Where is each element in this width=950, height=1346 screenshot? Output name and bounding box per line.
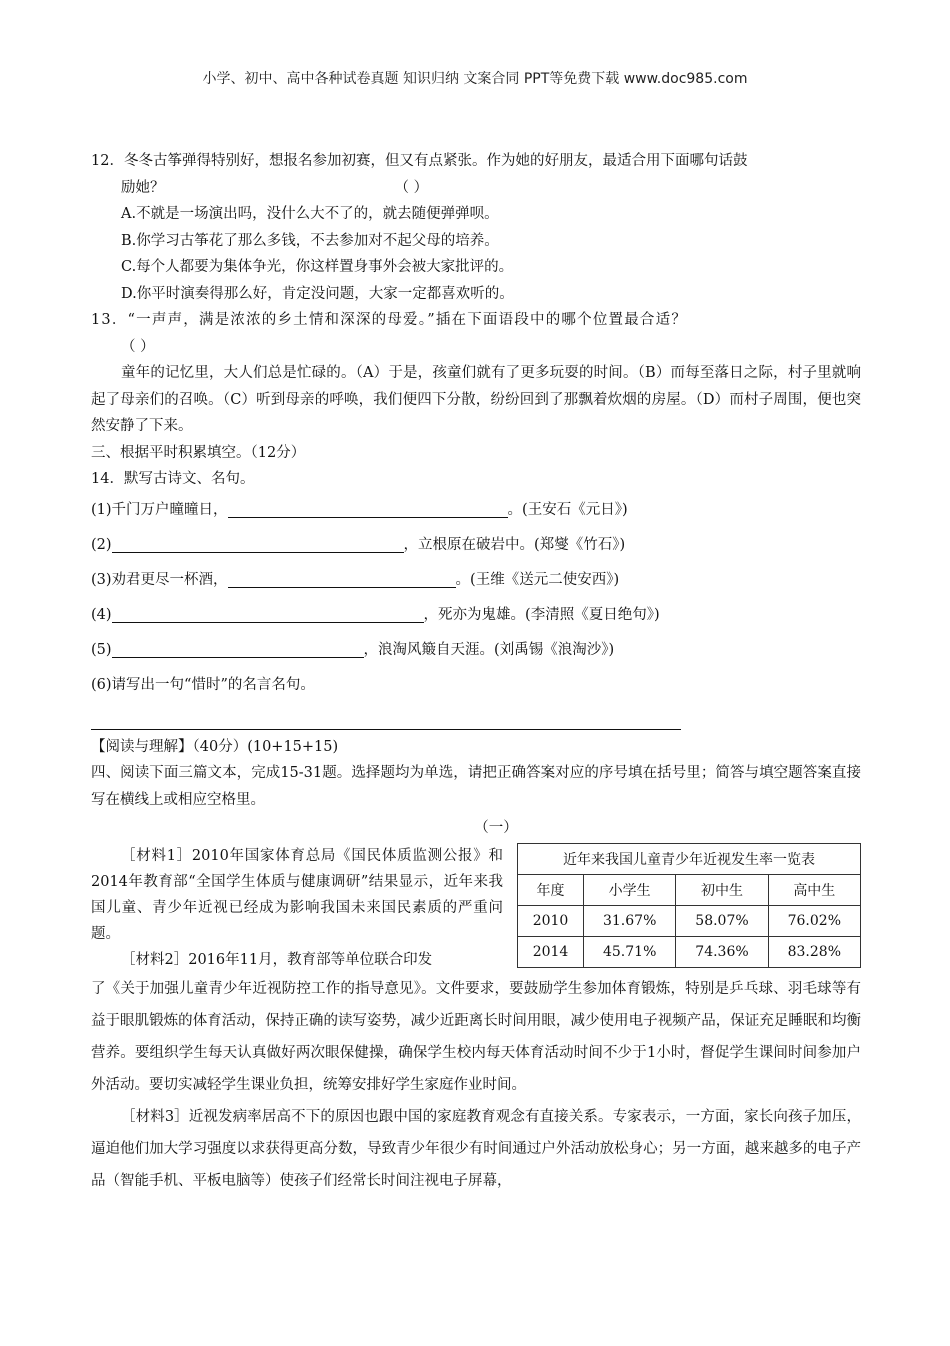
q14-item-1-prefix: (1)千门万户曈曈日， (91, 501, 228, 518)
q14-item-3-prefix: (3)劝君更尽一杯酒， (91, 571, 228, 588)
section-3-title: 三、根据平时积累填空。（12分） (91, 444, 306, 461)
table-header: 高中生 (768, 875, 860, 906)
reading-instructions: 四、阅读下面三篇文本，完成15-31题。选择题均为单选，请把正确答案对应的序号填在括号里；简答与填空题答案直接写在横线上或相应空格里。 (91, 765, 861, 808)
q14-item-5-suffix: ，浪淘风簸自天涯。(刘禹锡《浪淘沙》) (363, 641, 615, 658)
q12-option-c: C.每个人都要为集体争光，你这样置身事外会被大家批评的。 (121, 259, 514, 275)
question-14 (91, 466, 861, 730)
table-header-row (518, 875, 861, 906)
table-cell: 2010 (518, 906, 584, 937)
q14-item-5-prefix: (5) (91, 641, 112, 658)
q14-item-2 (91, 528, 861, 563)
q13-passage: 童年的记忆里，大人们总是忙碌的。（A）于是，孩童们就有了更多玩耍的时间。（B）而每至落日之际，村子里就响起了母亲们的召唤。（C）听到母亲的呼唤，我们便四下分散，纷纷回到了那飘着炊烟的房屋。（D）而村子周围，便也突然安静了下来。 (91, 365, 861, 434)
q14-item-5-blank[interactable] (112, 639, 364, 658)
q12-option-d: D.你平时演奏得那么好，肯定没问题，大家一定都喜欢听的。 (121, 285, 514, 302)
q12-stem-line2 (91, 175, 861, 202)
q14-item-2-blank[interactable] (112, 534, 404, 553)
q14-item-4-blank[interactable] (112, 604, 424, 623)
q12-option-a: A.不就是一场演出吗，没什么大不了的，就去随便弹弹呗。 (121, 206, 499, 222)
question-13 (91, 307, 861, 440)
table-cell: 58.07% (676, 906, 768, 937)
q12-stem-line1: 12．冬冬古筝弹得特别好，想报名参加初赛，但又有点紧张。作为她的好朋友，最适合用下面哪句话鼓 (91, 153, 748, 169)
table-cell: 45.71% (584, 937, 676, 968)
q13-stem: 13．“一声声，满是浓浓的乡土情和深深的母爱。”插在下面语段中的哪个位置最合适？ (91, 312, 688, 328)
q14-item-4-prefix: (4) (91, 606, 112, 623)
reading-part-one: （一） (474, 820, 518, 836)
q14-item-6: (6)请写出一句“惜时”的名言名句。 (91, 676, 315, 693)
q14-item-3-blank[interactable] (228, 569, 456, 588)
q14-item-6-answer-line[interactable] (91, 703, 681, 730)
q14-title: 14．默写古诗文、名句。 (91, 471, 255, 487)
table-header: 小学生 (584, 875, 676, 906)
exam-content (91, 148, 861, 1197)
table-title-row (518, 844, 861, 875)
table-cell: 76.02% (768, 906, 860, 937)
reading-title: 【阅读与理解】（40分）(10+15+15) (91, 738, 339, 755)
table-header: 年度 (518, 875, 584, 906)
material-2-body: 了《关于加强儿童青少年近视防控工作的指导意见》。文件要求，要鼓励学生参加体育锻炼，特别是乒乓球、羽毛球等有益于眼肌锻炼的体育活动，保持正确的读写姿势，减少近距离长时间用眼，减少使用电子视频产品，保证充足睡眠和均衡营养。要组织学生每天认真做好两次眼保健操，确保学生校内每天体育活动时间不少于1小时，督促学生课间时间参加户外活动。要切实减轻学生课业负担，统筹安排好学生家庭作业时间。 (91, 981, 861, 1093)
reading-section (91, 734, 861, 1198)
table-row (518, 906, 861, 937)
q14-item-3-suffix: 。(王维《送元二使安西》) (455, 571, 620, 588)
q14-item-1-suffix: 。(王安石《元日》) (507, 501, 628, 518)
q14-item-4-suffix: ，死亦为鬼雄。(李清照《夏日绝句》) (423, 606, 660, 623)
q12-answer-paren[interactable]: （ ） (394, 179, 429, 196)
q14-item-2-prefix: (2) (91, 536, 112, 553)
material-2-start: ［材料2］2016年11月，教育部等单位联合印发 (121, 952, 433, 968)
q12-stem-end: 励她？ (121, 179, 165, 196)
q12-option-b: B.你学习古筝花了那么多钱，不去参加对不起父母的培养。 (121, 232, 499, 249)
material-3: ［材料3］近视发病率居高不下的原因也跟中国的家庭教育观念有直接关系。专家表示，一方面，家长向孩子加压，逼迫他们加大学习强度以求获得更高分数，导致青少年很少有时间通过户外活动放松身心；另一方面，越来越多的电子产品（智能手机、平板电脑等）使孩子们经常长时间注视电子屏幕， (91, 1109, 861, 1189)
question-12 (91, 148, 861, 307)
table-cell: 74.36% (676, 937, 768, 968)
table-title: 近年来我国儿童青少年近视发生率一览表 (518, 844, 861, 875)
q14-item-4 (91, 598, 861, 633)
material-1: ［材料1］2010年国家体育总局《国民体质监测公报》和2014年教育部“全国学生体质与健康调研”结果显示，近年来我国儿童、青少年近视已经成为影响我国未来国民素质的严重问题。 (91, 848, 503, 942)
table-cell: 31.67% (584, 906, 676, 937)
myopia-rate-table (517, 843, 861, 968)
q14-item-1 (91, 493, 861, 528)
q14-item-2-suffix: ，立根原在破岩中。(郑燮《竹石》) (403, 536, 626, 553)
page-header: 小学、初中、高中各种试卷真题 知识归纳 文案合同 PPT等免费下载 www.doc985.com (202, 71, 748, 87)
table-row (518, 937, 861, 968)
table-cell: 2014 (518, 937, 584, 968)
q13-answer-paren[interactable]: （ ） (121, 338, 155, 355)
table-header: 初中生 (676, 875, 768, 906)
q14-item-5 (91, 633, 861, 668)
table-cell: 83.28% (768, 937, 860, 968)
q14-item-1-blank[interactable] (228, 499, 508, 518)
q14-item-3 (91, 563, 861, 598)
